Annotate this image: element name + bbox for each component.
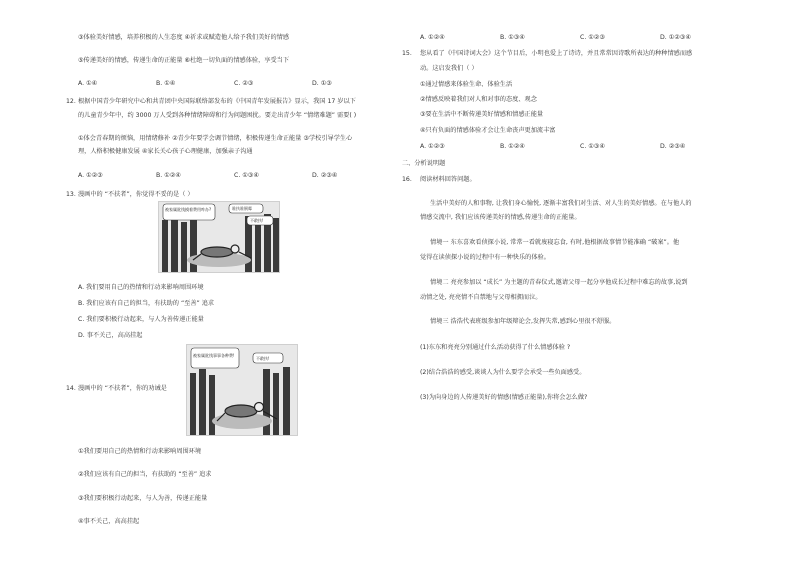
q13-option-d: D. 事不关己，高高挂起 <box>78 332 143 339</box>
q13-option-c: C. 我们要积极行动起来，与人为善传递正能量 <box>78 316 204 323</box>
q13-cartoon-image <box>158 201 280 273</box>
q14-option-d: D. ①②③④ <box>660 34 691 41</box>
q15-statement-2: ②情感反映着我们对人和对事的态度、观念 <box>420 96 537 103</box>
q15-number: 15. <box>402 50 412 57</box>
q16-scene1-line1: 情境一 东东喜欢看侦探小说, 常常一看就废寝忘食, 有时,他根据故事情节能准确 “破案”。他 <box>430 239 680 246</box>
q12-number: 12. <box>66 98 76 105</box>
q11-option-d: D. ①③ <box>312 80 332 87</box>
q12-statement-line1: ①体会青春期的烦恼，用情绪修补 ②青少年要学会调节情绪，积极传递生命正能量 ③学校引导学生心 <box>78 135 353 142</box>
q12-option-b: B. ①②④ <box>156 172 181 179</box>
q15-statement-1: ①通过情感来体验生命、体验生活 <box>420 81 513 88</box>
q14-bubble-2: 不敢扶! <box>256 356 270 361</box>
q15-statement-4: ④只有负面的情感体验才会让生命丧声更加流丰富 <box>420 127 556 134</box>
q12-stem-line2: 的儿童青少年中，约 3000 万人受到各种情绪障碍和行为问题困扰。要走出青少年 “情绪难题” 需要( ) <box>78 112 357 119</box>
q12-option-c: C. ①③④ <box>234 172 259 179</box>
q15-option-d: D. ②③④ <box>660 143 686 150</box>
q16-scene3: 情境三 浩浩代表班级参加年级辩论会,发挥失常,感到心里很不舒服。 <box>430 318 616 325</box>
q13-bubble-3: 不敢扶! <box>250 218 264 223</box>
q16-scene2-line2: 动情之处, 亮亮情不自禁地与父母相拥而泣。 <box>420 294 542 301</box>
q12-option-a: A. ①②③ <box>78 172 103 179</box>
q13-cartoon-drawing <box>159 202 279 272</box>
q11-statement-a: ③体验美好情感，培养积极的人生态度 ④祈求或赋造他人给予我们美好的情感 <box>78 34 290 41</box>
q14-option-a: A. ①②④ <box>420 34 445 41</box>
q15-option-a: A. ①②③ <box>420 143 445 150</box>
q14-option-b: B. ①③④ <box>500 34 525 41</box>
q15-statement-3: ③要在生活中不断传递美好情感和情感正能量 <box>420 111 544 118</box>
q11-option-a: A. ①④ <box>78 80 98 87</box>
q16-para1-line1: 生活中美好的人和事物, 让我们身心愉悦, 逐渐丰富我们对生活、对人生的美好情感。在与他人的 <box>430 200 692 207</box>
q16-para1-line2: 情感交流中, 我们应该传递美好的情感,传递生命的正能量。 <box>420 214 581 221</box>
q13-bubble-2: 谁扶谁倒霉 <box>232 206 252 211</box>
q14-option-c: C. ①②③ <box>580 34 605 41</box>
q15-option-c: C. ①③④ <box>580 143 605 150</box>
q16-stem: 阅读材料回答问题。 <box>420 176 476 183</box>
q16-scene2-line1: 情境二 亮亮参加以 “成长” 为主题的青春仪式,邀请父母一起分享他成长过程中难忘的故事,说到 <box>430 279 688 286</box>
q16-scene1-line2: 觉得在读侦探小说的过程中有一种快乐的体验。 <box>420 254 550 261</box>
q13-option-a: A. 我们要用自己的热情和行动来影响周围环境 <box>78 284 204 291</box>
q12-stem-line1: 根据中国青少年研究中心和共青团中央国际联络部发布的《中国青年发展报告》显示，我国 17 岁以下 <box>78 98 356 105</box>
q12-statement-line2: 理，人格积极健康发展 ④家长关心孩子心理健康，加强亲子沟通 <box>78 148 253 155</box>
q13-bubble-1: 被家属讹钱摸着费用咋办? <box>165 207 212 212</box>
q16-number: 16. <box>402 176 412 183</box>
q13-number: 13. <box>66 191 76 198</box>
q11-option-c: C. ②③ <box>234 80 254 87</box>
q14-statement-1: ①我们要用自己的热情和行动来影响周围环境 <box>78 448 202 455</box>
q14-statement-3: ③我们要积极行动起来，与人为善，传递正能量 <box>78 495 208 502</box>
q14-number: 14. <box>66 385 76 392</box>
q16-subquestion-3: (3)为向身边的人传递美好的情感(情感正能量),你将会怎么做? <box>420 394 588 401</box>
q14-statement-4: ④事不关己，高高挂起 <box>78 518 140 525</box>
q11-statement-b: ⑤传递美好的情感，传递生命的正能量 ⑥杜绝一切负面的情感体验，享受当下 <box>78 57 290 64</box>
q14-cartoon-drawing <box>187 345 297 435</box>
q15-stem-line2: 动。这启发我们（ ） <box>420 65 478 72</box>
q14-stem: 漫画中的 “不扶者”，你的劝诫是 <box>78 385 167 392</box>
q11-option-b: B. ①④ <box>156 80 176 87</box>
q12-option-d: D. ②③④ <box>312 172 338 179</box>
q15-stem-line1: 您从看了《中国诗词大会》这个节目后，小明也爱上了诗诗，并且常常因诗歌所表达的种种情感而感 <box>420 50 693 57</box>
q14-cartoon-image <box>186 344 298 436</box>
q14-statement-2: ②我们应该有自己的担当，有扶助的 “至善” 追求 <box>78 471 212 478</box>
section-2-title: 二、分析说明题 <box>402 160 446 167</box>
q13-stem: 漫画中的 “不扶者”，你觉得不妥的是（ ） <box>78 191 194 198</box>
q14-bubble-1: 被家属讹钱事事各种费! <box>193 353 235 358</box>
q13-option-b: B. 我们应该有自己的担当，有扶助的 “至善” 追求 <box>78 300 215 307</box>
q15-option-b: B. ①②④ <box>500 143 525 150</box>
q16-subquestion-1: (1)东东和亮亮分别通过什么活动获得了什么情感体验 ? <box>420 344 571 351</box>
q16-subquestion-2: (2)结合浩浩的感受,谈谈人为什么要学会承受一些负面感受。 <box>420 369 586 376</box>
